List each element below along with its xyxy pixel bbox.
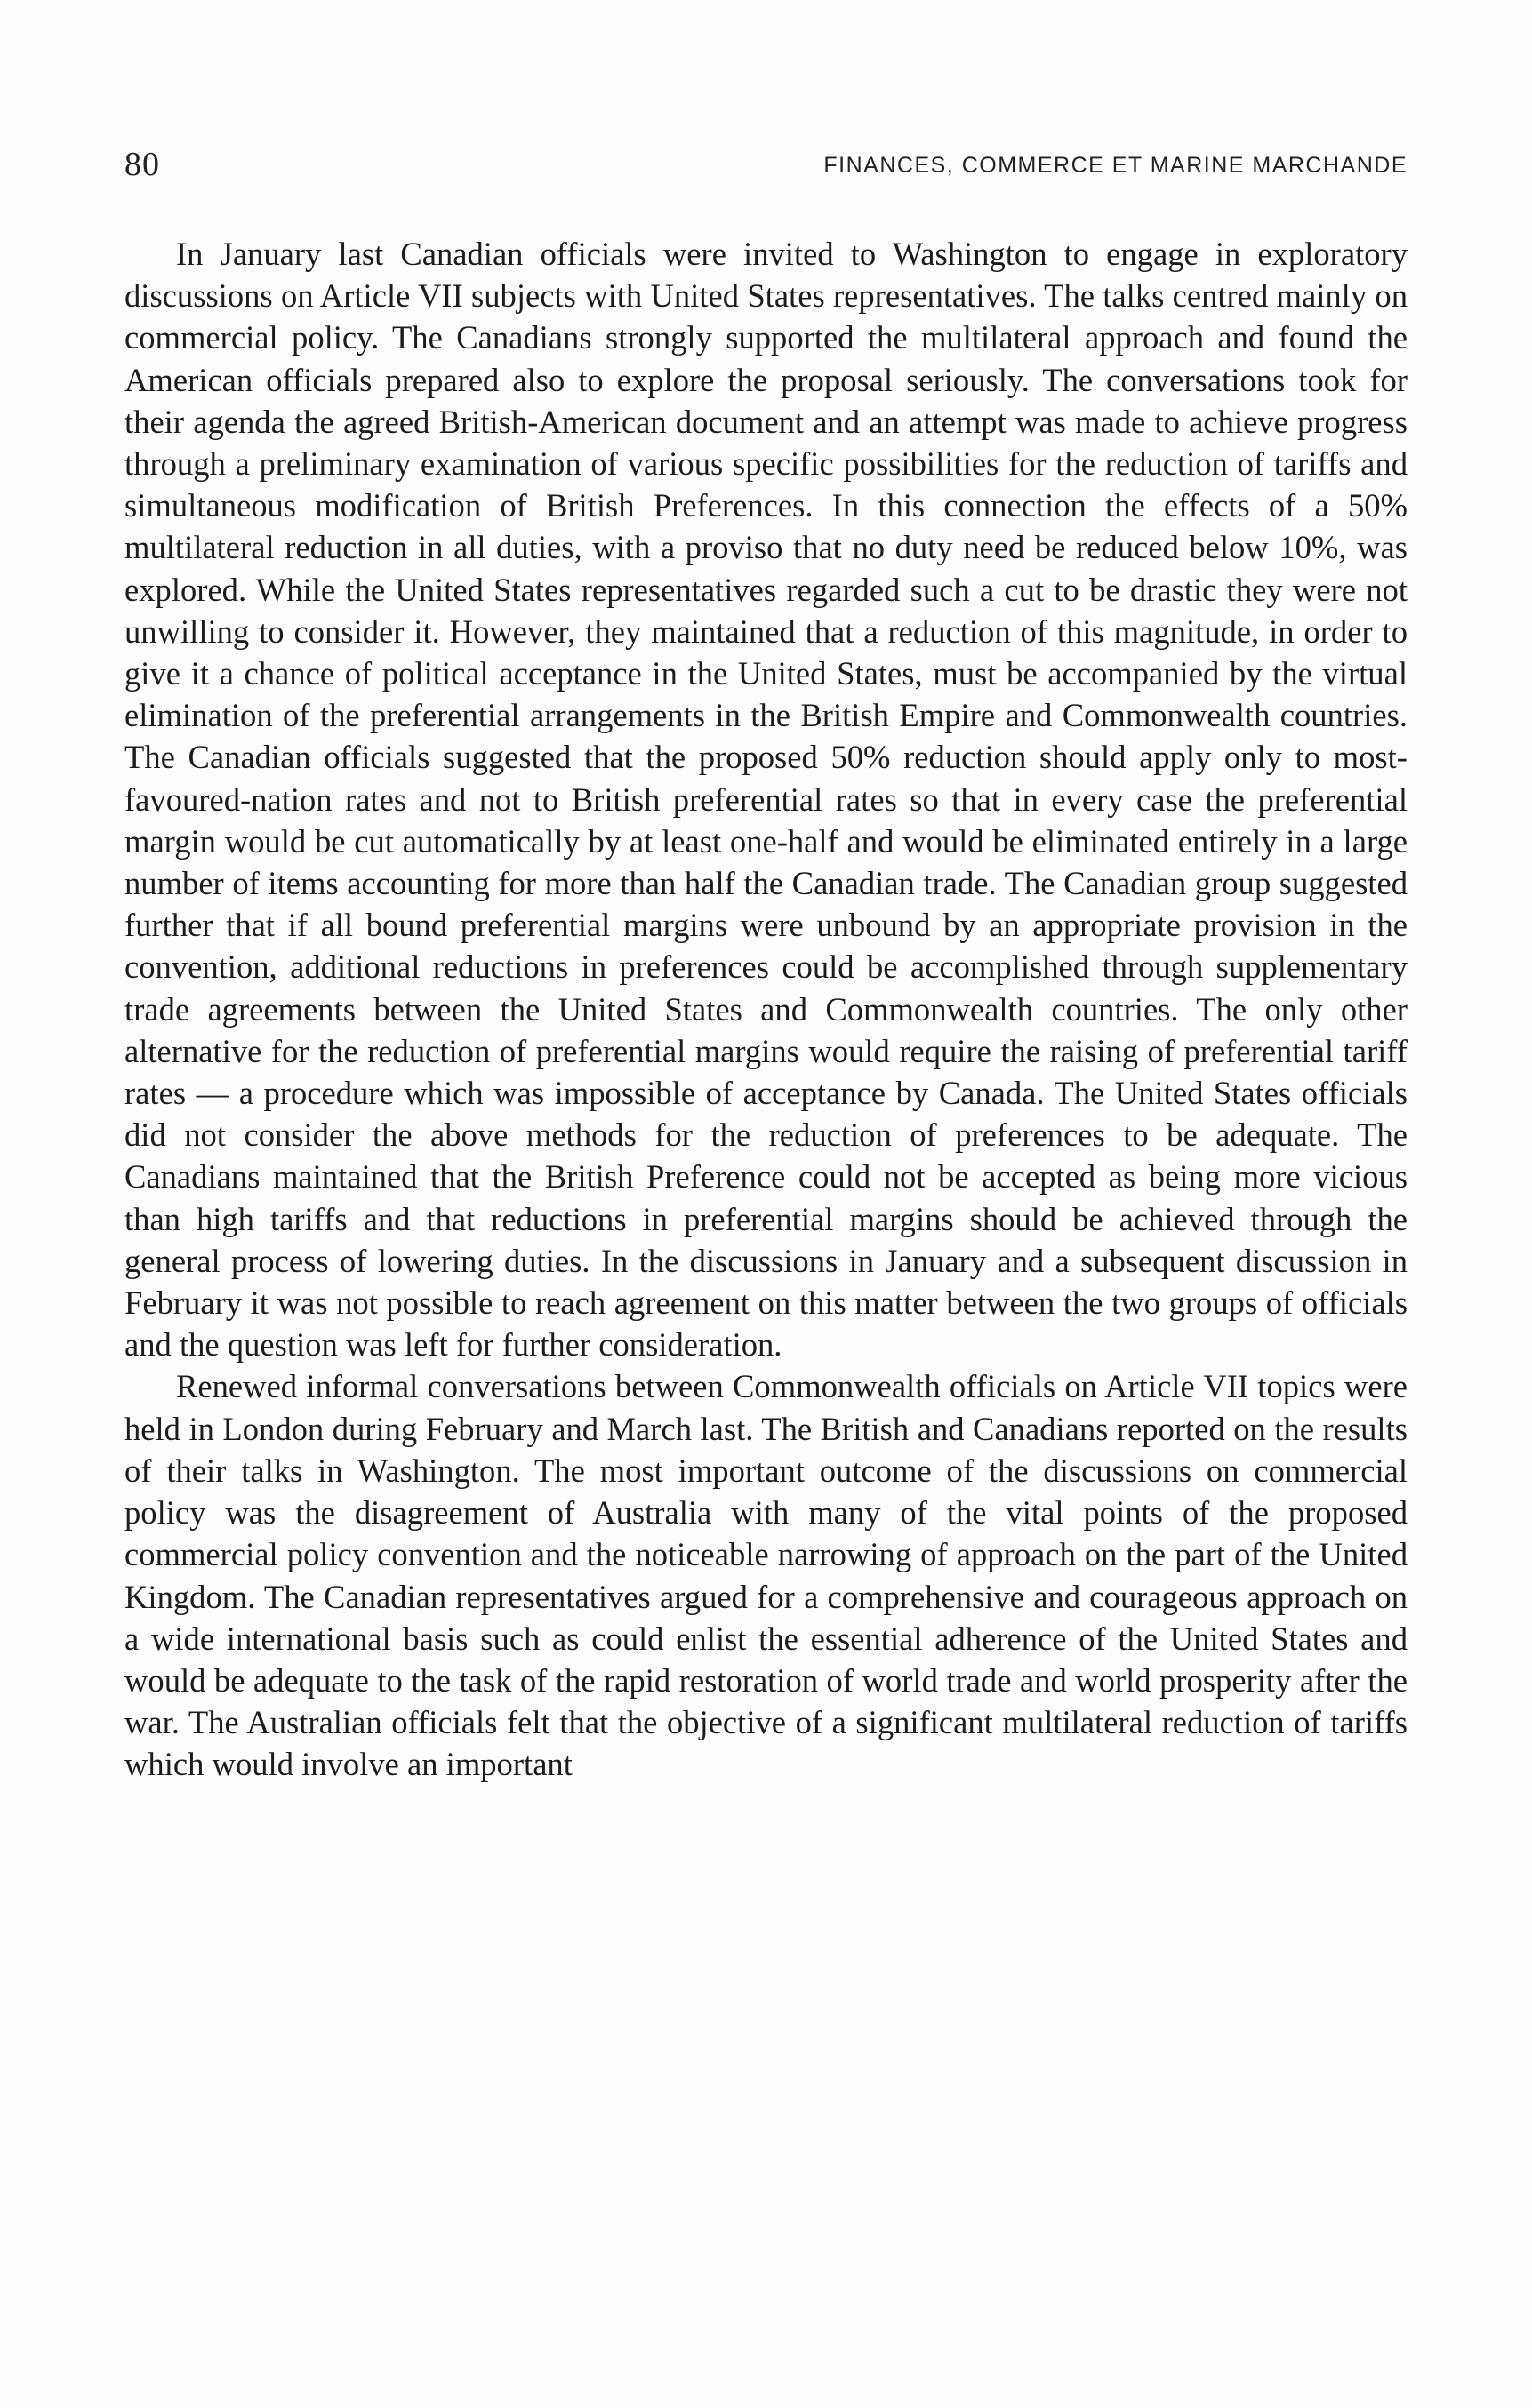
body-text (124, 233, 1408, 1786)
section-title: FINANCES, COMMERCE ET MARINE MARCHANDE (823, 153, 1408, 178)
paragraph-1: In January last Canadian officials were invited to Washington to engage in exploratory discussions on Article VII subjects with United States representatives. The talks centred mainly on commercial policy. The Canadians strongly supported the multilateral approach and found the American officials prepared also to explore the proposal seriously. The conversations took for their agenda the agreed British-American document and an attempt was made to achieve progress through a preliminary examination of various specific possibilities for the reduction of tariffs and simultaneous modification of British Preferences. In this connection the effects of a 50% multilateral reduction in all duties, with a proviso that no duty need be reduced below 10%, was explored. While the United States representatives regarded such a cut to be drastic they were not unwilling to consider it. However, they maintained that a reduction of this magnitude, in order to give it a chance of political acceptance in the United States, must be accompanied by the virtual elimination of the preferential arrangements in the British Empire and Commonwealth countries. The Canadian officials suggested that the proposed 50% reduction should apply only to most-favoured-nation rates and not to British preferential rates so that in every case the preferential margin would be cut automatically by at least one-half and would be eliminated entirely in a large number of items accounting for more than half the Canadian trade. The Canadian group suggested further that if all bound preferential margins were unbound by an appropriate provision in the convention, additional reductions in preferences could be accomplished through supplementary trade agreements between the United States and Commonwealth countries. The only other alternative for the reduction of preferential margins would require the raising of preferential tariff rates — a procedure which was impossible of acceptance by Canada. The United States officials did not consider the above methods for the reduction of preferences to be adequate. The Canadians maintained that the British Preference could not be accepted as being more vicious than high tariffs and that reductions in preferential margins should be achieved through the general process of lowering duties. In the discussions in January and a subsequent discussion in February it was not possible to reach agreement on this matter between the two groups of officials and the question was left for further consideration. (124, 236, 1408, 1364)
running-header (124, 142, 1408, 187)
page-number: 80 (124, 146, 160, 183)
paragraph-2: Renewed informal conversations between Commonwealth officials on Article VII topics were held in London during February and March last. The British and Canadians reported on the results of their talks in Washington. The most important outcome of the discussions on commercial policy was the disagreement of Australia with many of the vital points of the proposed commercial policy convention and the noticeable narrowing of approach on the part of the United Kingdom. The Canadian representatives argued for a comprehensive and courageous approach on a wide international basis such as could enlist the essential adherence of the United States and would be adequate to the task of the rapid restoration of world trade and world prosperity after the war. The Australian officials felt that the objective of a significant multilateral reduction of tariffs which would involve an important (124, 1368, 1408, 1783)
